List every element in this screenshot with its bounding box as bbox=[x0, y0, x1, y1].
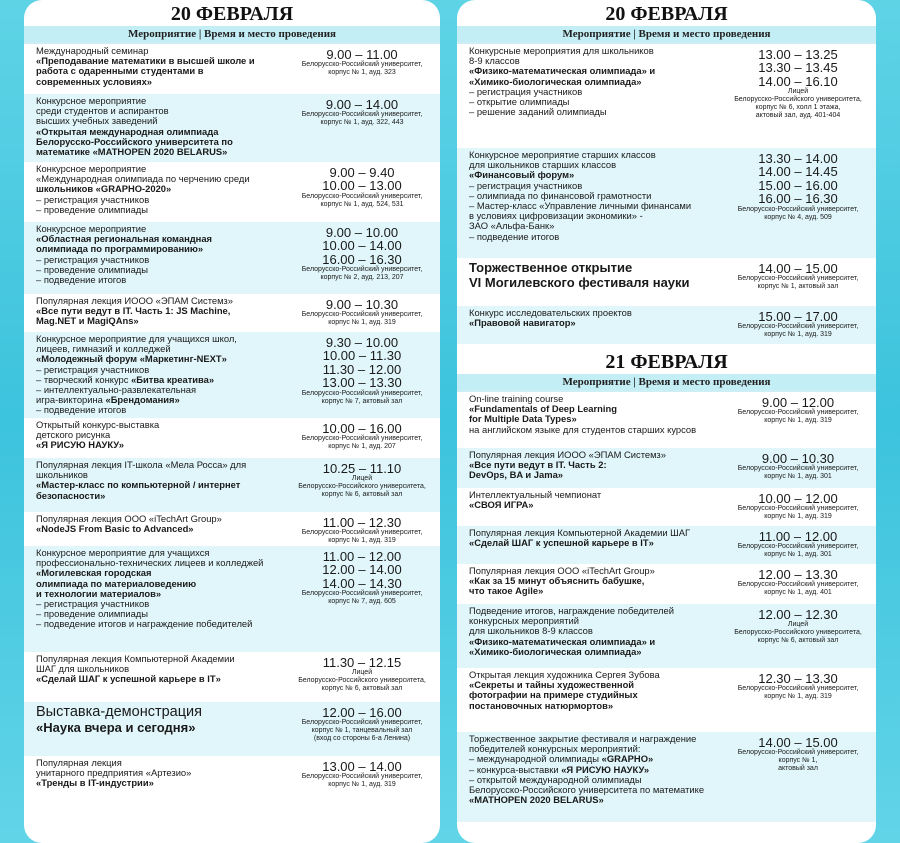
event-venue: актовый зал, ауд. 401-404 bbox=[755, 112, 841, 120]
event-time: 14.00 – 15.00 bbox=[758, 735, 838, 750]
event-text-line: Популярная лекция Компьютерной Академии ШАГ bbox=[469, 527, 691, 538]
event-venue: Белорусско-Российский университет, bbox=[301, 266, 423, 274]
event-time: 9.30 – 10.00 bbox=[325, 335, 399, 350]
event-time-venue bbox=[292, 550, 432, 606]
event-text-line: Конкурсное мероприятие bbox=[36, 223, 147, 234]
event-time: 12.00 – 13.30 bbox=[758, 567, 838, 582]
event-text-line: лицеев, гимназий и колледжей bbox=[36, 343, 171, 355]
event-text-line: – подведение итогов bbox=[469, 230, 560, 242]
event-time: 11.30 – 12.00 bbox=[322, 361, 402, 377]
event-venue: корпус № 7, ауд. 605 bbox=[328, 598, 396, 606]
event-time-venue bbox=[728, 310, 868, 339]
event-time: 11.00 – 12.30 bbox=[322, 515, 402, 530]
event-text-line: Конкурсное мероприятие bbox=[36, 95, 147, 106]
event-text-line: Mag.NET и MagiQAns» bbox=[36, 315, 139, 327]
event-description bbox=[469, 308, 729, 328]
column-header: Мероприятие | Время и место проведения bbox=[457, 374, 876, 390]
event-time: 12.00 – 14.00 bbox=[322, 562, 402, 578]
event-row bbox=[24, 332, 440, 418]
event-time-venue bbox=[292, 336, 432, 406]
event-text-line: Открытая лекция художника Сергея Зубова bbox=[469, 669, 660, 680]
event-text-line: – решение заданий олимпиады bbox=[469, 106, 607, 118]
event-venue: Белорусско-Российский университет, bbox=[301, 311, 423, 319]
event-venue: Белорусско-Российского университета, bbox=[734, 96, 862, 104]
event-text-line: Конкурс исследовательских проектов bbox=[469, 307, 632, 318]
event-description bbox=[36, 46, 286, 87]
event-time-venue bbox=[728, 530, 868, 559]
event-time-venue bbox=[292, 462, 432, 499]
event-venue: Белорусско-Российского университета, bbox=[298, 483, 426, 491]
event-time: 15.00 – 16.00 bbox=[758, 177, 838, 193]
event-list bbox=[457, 44, 876, 344]
event-text-bold-part: «Я РИСУЮ НАУКУ» bbox=[561, 763, 650, 775]
event-row bbox=[24, 546, 440, 652]
event-description bbox=[469, 566, 729, 597]
event-venue: Белорусско-Российский университет, bbox=[737, 275, 859, 283]
event-text-line: работа с одаренными студентами в bbox=[36, 65, 204, 77]
event-venue: Белорусско-Российский университет, bbox=[301, 590, 423, 598]
event-description bbox=[469, 490, 729, 510]
event-time: 10.00 – 16.00 bbox=[322, 421, 402, 436]
event-time-venue bbox=[292, 166, 432, 209]
event-text-line: 8-9 классов bbox=[469, 55, 520, 67]
event-text-line: унитарного предприятия «Артезио» bbox=[36, 767, 192, 779]
event-text-line: – открытие олимпиады bbox=[469, 96, 570, 108]
event-text-line: «Все пути ведут в IT. Часть 2: bbox=[469, 459, 607, 471]
event-text-line: – проведение олимпиады bbox=[36, 608, 149, 620]
event-venue: корпус № 1, ауд. 319 bbox=[764, 513, 832, 521]
event-description bbox=[469, 734, 729, 805]
event-text-line: Интеллектуальный чемпионат bbox=[469, 489, 602, 500]
event-venue: актовый зал bbox=[778, 765, 818, 773]
event-venue: корпус № 1, ауд. 319 bbox=[328, 781, 396, 789]
event-text-line: «Наука вчера и сегодня» bbox=[36, 720, 196, 735]
event-text-line: – регистрация участников bbox=[36, 363, 150, 375]
event-time-venue bbox=[292, 760, 432, 789]
event-time-venue bbox=[728, 452, 868, 481]
event-description bbox=[469, 528, 729, 548]
event-text-line: безопасности» bbox=[36, 489, 106, 501]
event-row bbox=[457, 392, 876, 448]
event-row bbox=[24, 162, 440, 222]
event-description bbox=[36, 296, 286, 327]
event-venue: корпус № 1, ауд. 319 bbox=[764, 693, 832, 701]
event-description bbox=[36, 224, 286, 285]
event-text-line: профессионально-технических лицеев и колледжей bbox=[36, 557, 264, 569]
event-row bbox=[457, 44, 876, 148]
event-venue: Белорусско-Российский университет, bbox=[301, 389, 423, 397]
event-time: 9.00 – 11.00 bbox=[326, 47, 398, 62]
event-venue: корпус № 1, ауд. 401 bbox=[764, 589, 832, 597]
event-text-line: математике «MATHOPEN 2020 BELARUS» bbox=[36, 146, 228, 158]
event-time: 10.00 – 14.00 bbox=[322, 238, 402, 254]
event-venue: Белорусско-Российский университет, bbox=[301, 111, 423, 119]
event-text-line: Конкурсное мероприятие старших классов bbox=[469, 149, 656, 160]
event-description bbox=[36, 758, 286, 789]
event-text-line: «Физико-математическая олимпиада» и bbox=[469, 635, 656, 647]
event-text-line: – регистрация участников bbox=[36, 193, 150, 205]
event-time: 15.00 – 17.00 bbox=[758, 309, 838, 324]
event-venue: корпус № 1, bbox=[778, 757, 818, 765]
event-venue: корпус № 6, холл 1 этажа, bbox=[755, 104, 841, 112]
event-time: 9.00 – 12.00 bbox=[761, 395, 835, 410]
event-text-line: «СВОЯ ИГРА» bbox=[469, 499, 534, 511]
event-time: 13.30 – 14.00 bbox=[758, 151, 838, 166]
event-time-venue bbox=[292, 48, 432, 77]
event-time-venue bbox=[728, 262, 868, 291]
event-description bbox=[469, 450, 729, 481]
event-text-line: «Могилевская городская bbox=[36, 567, 152, 579]
event-venue: Белорусско-Российский университет, bbox=[737, 205, 859, 213]
event-time: 13.00 – 13.25 bbox=[758, 47, 838, 62]
event-text-line: «Мастер-класс по компьютерной / интернет bbox=[36, 479, 241, 491]
event-venue: корпус № 1, ауд. 301 bbox=[764, 473, 832, 481]
event-text-line: Торжественное открытие bbox=[469, 260, 633, 275]
event-text-line: VI Могилевского фестиваля науки bbox=[469, 275, 690, 290]
event-venue: корпус № 4, ауд. 509 bbox=[764, 213, 832, 221]
event-time: 10.25 – 11.10 bbox=[322, 461, 402, 476]
event-time: 9.00 – 14.00 bbox=[325, 97, 399, 112]
event-text-line: школьников «GRAPHO-2020» bbox=[36, 183, 172, 195]
event-time-venue bbox=[292, 298, 432, 327]
event-text-line: – регистрация участников bbox=[469, 179, 583, 191]
event-description bbox=[469, 150, 729, 242]
event-row bbox=[24, 44, 440, 94]
event-row bbox=[457, 564, 876, 604]
event-time-venue bbox=[292, 706, 432, 743]
event-text-line: «Преподавание математики в высшей школе и bbox=[36, 55, 255, 67]
event-text-line: олимпиада по материаловедению bbox=[36, 577, 197, 589]
event-description bbox=[36, 704, 286, 735]
event-text-line: Популярная лекция ООО «iTechArt Group» bbox=[36, 513, 222, 524]
event-venue: корпус № 1, ауд. 301 bbox=[764, 551, 832, 559]
event-text-line: Белорусско-Российского университета по bbox=[36, 135, 233, 147]
event-row bbox=[457, 306, 876, 344]
event-row bbox=[24, 702, 440, 756]
event-text-line: – проведение олимпиады bbox=[36, 203, 149, 215]
event-time: 13.30 – 13.45 bbox=[758, 60, 838, 76]
event-time: 10.00 – 11.30 bbox=[322, 348, 402, 364]
event-venue: корпус № 1, ауд. 319 bbox=[328, 319, 396, 327]
event-description bbox=[469, 260, 729, 290]
event-text-line: Подведение итогов, награждение победителей bbox=[469, 605, 674, 616]
event-text-line: Международный семинар bbox=[36, 45, 149, 56]
event-text-part: – международной олимпиады bbox=[469, 753, 602, 765]
event-text-line: Торжественное закрытие фестиваля и награждение bbox=[469, 733, 697, 744]
event-text-line: постановочных натюрмортов» bbox=[469, 699, 614, 711]
event-venue: Белорусско-Российский университет, bbox=[737, 685, 859, 693]
event-venue: Белорусско-Российский университет, bbox=[737, 505, 859, 513]
event-text-line: для школьников 8-9 классов bbox=[469, 625, 593, 637]
event-venue: Белорусско-Российский университет, bbox=[737, 581, 859, 589]
event-text-line: Популярная лекция ИООО «ЭПАМ Системз» bbox=[469, 449, 666, 460]
event-time-venue bbox=[292, 98, 432, 127]
event-time: 14.00 – 16.10 bbox=[758, 73, 838, 89]
event-text-line: конкурсных мероприятий bbox=[469, 615, 579, 627]
event-text-line: «Финансовый форум» bbox=[469, 169, 575, 181]
event-time-venue bbox=[728, 568, 868, 597]
event-time: 14.00 – 15.00 bbox=[758, 261, 838, 276]
event-text-line: олимпиада по программированию» bbox=[36, 243, 204, 255]
event-venue: корпус № 1, ауд. 524, 531 bbox=[320, 200, 404, 208]
event-row bbox=[24, 756, 440, 801]
event-row bbox=[457, 526, 876, 564]
event-text-line: – подведение итогов и награждение победителей bbox=[36, 618, 253, 630]
event-text-line: DevOps, BA и Jama» bbox=[469, 469, 563, 481]
event-text-line: Популярная лекция ООО «iTechArt Group» bbox=[469, 565, 655, 576]
event-time: 12.00 – 16.00 bbox=[322, 705, 402, 720]
right-schedule-panel bbox=[457, 0, 876, 843]
event-row bbox=[24, 512, 440, 546]
event-venue: Белорусско-Российский университет, bbox=[737, 465, 859, 473]
event-time-venue bbox=[292, 516, 432, 545]
event-time-venue bbox=[728, 152, 868, 222]
column-header: Мероприятие | Время и место проведения bbox=[24, 26, 440, 42]
event-time: 14.00 – 14.30 bbox=[322, 575, 402, 591]
event-description bbox=[36, 164, 286, 215]
event-text-line: – подведение итогов bbox=[36, 274, 127, 286]
event-text-line: for Multiple Data Types» bbox=[469, 413, 577, 425]
event-venue: Белорусско-Российский университет, bbox=[737, 749, 859, 757]
event-time: 11.30 – 12.15 bbox=[322, 655, 402, 670]
day-title: 20 ФЕВРАЛЯ bbox=[605, 3, 728, 25]
event-description bbox=[36, 548, 286, 630]
event-venue: Белорусско-Российский университет, bbox=[301, 529, 423, 537]
event-venue: Лицей bbox=[351, 669, 373, 677]
event-text-line: для школьников старших классов bbox=[469, 159, 617, 171]
event-text-line: «Сделай ШАГ к успешной карьере в IT» bbox=[36, 673, 221, 685]
event-text-line: Конкурсное мероприятие для учащихся школ, bbox=[36, 333, 237, 344]
event-time: 12.00 – 12.30 bbox=[758, 607, 838, 622]
event-time-venue bbox=[728, 396, 868, 425]
day-title: 20 ФЕВРАЛЯ bbox=[170, 3, 294, 25]
event-time: 9.00 – 10.30 bbox=[325, 297, 399, 312]
event-text-line: «Открытая международная олимпиада bbox=[36, 125, 219, 137]
event-text-line: Белорусско-Российского университета по математике bbox=[469, 784, 705, 796]
event-text-line: ШАГ для школьников bbox=[36, 663, 130, 675]
event-row bbox=[24, 94, 440, 162]
event-description bbox=[469, 606, 729, 657]
event-description bbox=[36, 96, 286, 157]
event-description bbox=[469, 46, 729, 117]
event-row bbox=[457, 488, 876, 526]
event-venue: корпус № 6, актовый зал bbox=[321, 491, 403, 499]
event-description bbox=[36, 514, 286, 534]
event-text-line: школьников bbox=[36, 469, 88, 481]
event-text-part: – конкурса-выставки bbox=[469, 763, 562, 775]
event-text-line: детского рисунка bbox=[36, 429, 111, 441]
event-text-line: – подведение итогов bbox=[36, 404, 127, 416]
event-venue: корпус № 1, ауд. 207 bbox=[328, 443, 396, 451]
event-description bbox=[469, 670, 729, 711]
event-time: 16.00 – 16.30 bbox=[758, 191, 838, 207]
event-row bbox=[24, 458, 440, 512]
event-row bbox=[457, 668, 876, 732]
event-description bbox=[36, 460, 286, 501]
event-text-line: On-line training course bbox=[469, 393, 564, 404]
event-text-line: Популярная лекция ИООО «ЭПАМ Системз» bbox=[36, 295, 233, 306]
event-text-line: Популярная лекция bbox=[36, 757, 122, 768]
event-text-part: игра-викторина bbox=[36, 394, 106, 406]
event-row bbox=[24, 418, 440, 458]
column-header: Мероприятие | Время и место проведения bbox=[457, 26, 876, 42]
event-venue: (вход со стороны 6-а Ленина) bbox=[313, 735, 411, 743]
event-time-venue bbox=[292, 422, 432, 451]
event-description bbox=[36, 420, 286, 451]
event-time: 10.00 – 13.00 bbox=[322, 178, 402, 194]
event-venue: корпус № 1, танцевальный зал bbox=[311, 727, 413, 735]
event-time-venue bbox=[728, 48, 868, 120]
event-text-line: – регистрация участников bbox=[36, 598, 150, 610]
event-text-line: Популярная лекция Компьютерной Академии bbox=[36, 653, 235, 664]
event-venue: Белорусско-Российский университет, bbox=[301, 435, 423, 443]
event-list bbox=[457, 392, 876, 822]
event-description bbox=[36, 334, 286, 416]
event-text-line: «Тренды в IT-индустрии» bbox=[36, 777, 154, 789]
event-time: 9.00 – 10.00 bbox=[325, 225, 399, 240]
event-text-bold-part: «Брендомания» bbox=[105, 394, 180, 406]
event-venue: Белорусско-Российского университета, bbox=[734, 629, 862, 637]
event-venue: корпус № 6, актовый зал bbox=[321, 685, 403, 693]
event-time: 9.00 – 9.40 bbox=[329, 165, 395, 180]
event-text-line: «Как за 15 минут объяснить бабушке, bbox=[469, 575, 645, 587]
event-time-venue bbox=[728, 608, 868, 645]
event-text-line: «Все пути ведут в IT. Часть 1: JS Machine, bbox=[36, 305, 231, 317]
event-row bbox=[457, 732, 876, 822]
event-venue: корпус № 1, ауд. 322, 443 bbox=[320, 119, 404, 127]
event-text-line: «Секреты и тайны художественной bbox=[469, 679, 635, 691]
event-venue: корпус № 1, ауд. 323 bbox=[328, 69, 396, 77]
event-text-line: «Сделай ШАГ к успешной карьере в IT» bbox=[469, 537, 654, 549]
event-text-bold-part: «Битва креатива» bbox=[131, 373, 215, 385]
event-description bbox=[36, 654, 286, 685]
event-text-line: победителей конкурсных мероприятий: bbox=[469, 743, 641, 755]
event-text-line: «Химико-биологическая олимпиада» bbox=[469, 75, 642, 87]
event-text-bold-part: «GRAPHO» bbox=[601, 753, 654, 765]
event-venue: корпус № 7, актовый зал bbox=[321, 397, 403, 405]
event-text-line: Выставка-демонстрация bbox=[36, 704, 202, 720]
event-text-line: – регистрация участников bbox=[469, 85, 583, 97]
event-venue: корпус № 1, ауд. 319 bbox=[764, 417, 832, 425]
event-text-line: «Молодежный форум «Маркетинг-NEXT» bbox=[36, 353, 227, 365]
event-venue: Белорусско-Российского университета, bbox=[298, 677, 426, 685]
event-row bbox=[24, 222, 440, 294]
event-venue: Белорусско-Российский университет, bbox=[301, 61, 423, 69]
event-time-venue bbox=[728, 672, 868, 701]
event-text-line: «Fundamentals of Deep Learning bbox=[469, 403, 617, 415]
event-venue: корпус № 2, ауд. 213, 207 bbox=[320, 274, 404, 282]
event-text-line: Популярная лекция IT-школа «Мела Росса» для bbox=[36, 459, 247, 470]
event-venue: Лицей bbox=[787, 621, 809, 629]
event-text-line: Конкурсное мероприятие для учащихся bbox=[36, 547, 210, 558]
left-schedule-panel bbox=[24, 0, 440, 843]
event-time: 11.00 – 12.00 bbox=[322, 549, 402, 564]
event-venue: Белорусско-Российский университет, bbox=[301, 719, 423, 727]
event-time: 9.00 – 10.30 bbox=[761, 451, 835, 466]
event-description bbox=[469, 394, 729, 435]
event-text-line: – проведение олимпиады bbox=[36, 263, 149, 275]
event-text-line: «Я РИСУЮ НАУКУ» bbox=[36, 439, 124, 451]
event-text-part: – творческий конкурс bbox=[36, 373, 132, 385]
event-time: 16.00 – 16.30 bbox=[322, 251, 402, 267]
event-row bbox=[24, 294, 440, 332]
event-row bbox=[24, 652, 440, 702]
event-venue: Лицей bbox=[787, 88, 809, 96]
event-time: 12.30 – 13.30 bbox=[758, 671, 838, 686]
event-time: 11.00 – 12.00 bbox=[758, 529, 838, 544]
event-text-line: ЗАО «Альфа-Банк» bbox=[469, 220, 555, 232]
event-text-line: что такое Agile» bbox=[469, 585, 544, 597]
event-text-line: Конкурсное мероприятие bbox=[36, 163, 147, 174]
event-venue: корпус № 1, ауд. 319 bbox=[764, 331, 832, 339]
event-time: 14.00 – 14.45 bbox=[758, 164, 838, 180]
event-text-line: «Правовой навигатор» bbox=[469, 317, 576, 329]
event-time-venue bbox=[728, 736, 868, 773]
event-text-line: «Физико-математическая олимпиада» и bbox=[469, 65, 656, 77]
event-text-line: «Областная региональная командная bbox=[36, 233, 213, 245]
event-text-line: «Международная олимпиада по черчению среди bbox=[36, 173, 250, 185]
event-row bbox=[457, 258, 876, 306]
event-row bbox=[457, 448, 876, 488]
event-venue: корпус № 1, ауд. 319 bbox=[328, 537, 396, 545]
event-row bbox=[457, 604, 876, 668]
event-list bbox=[24, 44, 440, 801]
event-text-line: высших учебных заведений bbox=[36, 115, 158, 127]
event-venue: Белорусско-Российский университет, bbox=[301, 192, 423, 200]
event-venue: Лицей bbox=[351, 475, 373, 483]
event-text-line: на английском языке для студентов старших курсов bbox=[469, 423, 697, 435]
event-text-line: в условиях цифровизации экономики» - bbox=[469, 210, 643, 222]
event-time-venue bbox=[292, 656, 432, 693]
event-text-line: – открытой международной олимпиады bbox=[469, 773, 642, 785]
event-text-line: – интеллектуально-развлекательная bbox=[36, 384, 197, 396]
event-text-line: – регистрация участников bbox=[36, 253, 150, 265]
event-text-line: «NodeJS From Basic to Advanced» bbox=[36, 523, 194, 535]
event-venue: Белорусско-Российский университет, bbox=[301, 773, 423, 781]
event-text-line: Открытый конкурс-выставка bbox=[36, 419, 160, 430]
event-time-venue bbox=[292, 226, 432, 282]
event-text-line: «MATHOPEN 2020 BELARUS» bbox=[469, 794, 604, 806]
event-text-line: – олимпиада по финансовой грамотности bbox=[469, 189, 652, 201]
event-text-line: «Химико-биологическая олимпиада» bbox=[469, 645, 642, 657]
event-text-line: фотографии на примере студийных bbox=[469, 689, 638, 701]
event-row bbox=[457, 148, 876, 258]
event-venue: корпус № 6, актовый зал bbox=[757, 637, 839, 645]
event-text-line: среди студентов и аспирантов bbox=[36, 105, 169, 117]
event-time: 10.00 – 12.00 bbox=[758, 491, 838, 506]
event-time-venue bbox=[728, 492, 868, 521]
day-title: 21 ФЕВРАЛЯ bbox=[605, 351, 728, 373]
event-text-line: и технологии материалов» bbox=[36, 587, 162, 599]
event-venue: корпус № 1, актовый зал bbox=[757, 283, 839, 291]
event-venue: Белорусско-Российский университет, bbox=[737, 409, 859, 417]
event-time: 13.00 – 14.00 bbox=[322, 759, 402, 774]
event-text-line: Конкурсные мероприятия для школьников bbox=[469, 45, 654, 56]
event-venue: Белорусско-Российский университет, bbox=[737, 323, 859, 331]
event-venue: Белорусско-Российский университет, bbox=[737, 543, 859, 551]
event-text-line: – Мастер-класс «Управление личными финансами bbox=[469, 200, 692, 212]
event-time: 13.00 – 13.30 bbox=[322, 375, 402, 391]
event-text-line: современных условиях» bbox=[36, 75, 152, 87]
